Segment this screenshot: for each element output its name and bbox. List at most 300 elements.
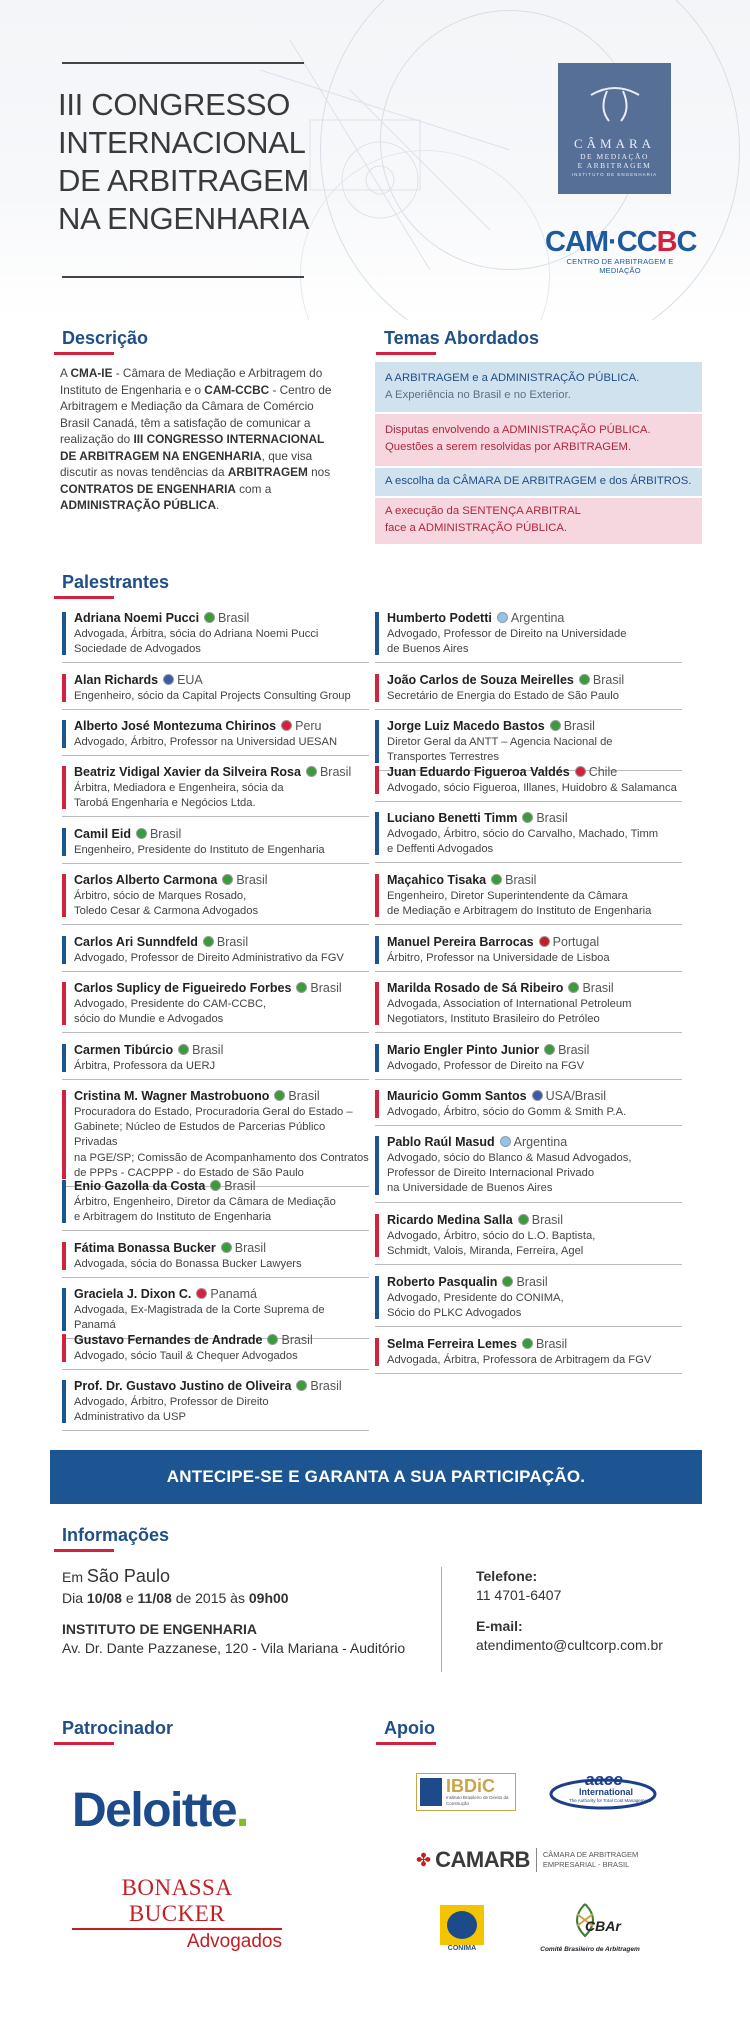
speaker-accent-bar	[62, 1380, 66, 1423]
tema-item	[375, 468, 702, 496]
speaker-country: Brasil	[505, 873, 537, 887]
speaker-name-line	[74, 980, 369, 997]
speaker-description: Schmidt, Valois, Miranda, Ferreira, Agel	[387, 1245, 584, 1258]
country-flag-icon	[210, 1180, 221, 1191]
speaker-name-line	[74, 1378, 369, 1395]
camara-logo-line2: DE MEDIAÇÃO	[580, 152, 649, 161]
speaker-description: Advogado, sócio Tauil & Chequer Advogados	[74, 1350, 298, 1362]
speaker-entry	[375, 1274, 682, 1321]
tema-line2: face a ADMINISTRAÇÃO PÚBLICA.	[385, 521, 568, 534]
speaker-name: Enio Gazolla da Costa	[74, 1179, 206, 1193]
date-mid2: de 2015 às	[175, 1590, 245, 1606]
speaker-description: Sócio do PLKC Advogados	[387, 1307, 522, 1320]
speaker-name-line	[74, 1286, 369, 1303]
speaker-country: Brasil	[149, 827, 182, 841]
tema-line2: Questões a serem resolvidas por ARBITRAGEM.	[385, 440, 632, 453]
speaker-description: Advogado, Professor de Direito na FGV	[387, 1060, 585, 1072]
speaker-name: Selma Ferreira Lemes	[387, 1337, 517, 1351]
descricao-heading: Descrição	[62, 328, 148, 355]
descricao-segment: A	[60, 366, 71, 380]
speaker-accent-bar	[375, 1276, 379, 1319]
speaker-accent-bar	[375, 812, 379, 855]
speaker-entry	[375, 610, 682, 657]
event-city: São Paulo	[86, 1566, 170, 1586]
speaker-name: Camil Eid	[74, 827, 131, 841]
title-line: III CONGRESSO	[58, 87, 291, 122]
speaker-entry	[375, 1212, 682, 1259]
country-flag-icon	[306, 766, 317, 777]
speaker-entry	[375, 718, 682, 765]
title-line: NA ENGENHARIA	[58, 201, 310, 236]
speaker-accent-bar	[375, 1214, 379, 1257]
country-flag-icon	[539, 936, 550, 947]
temas-heading: Temas Abordados	[384, 328, 539, 355]
speaker-divider	[62, 863, 369, 864]
speaker-description: Diretor Geral da ANTT – Agencia Nacional de	[387, 736, 613, 748]
ibdic-mark-icon	[420, 1778, 442, 1806]
speaker-name-line	[74, 1042, 369, 1059]
tema-line1: A escolha da CÂMARA DE ARBITRAGEM e dos ÁRBITROS.	[385, 475, 692, 487]
speaker-divider	[375, 709, 682, 710]
date-mid: e	[125, 1590, 134, 1606]
speaker-description: Advogada, Ex-Magistrada de la Corte Suprema de Panamá	[74, 1304, 325, 1332]
cbar-subtitle: Comitê Brasileiro de Arbitragem	[540, 1946, 640, 1953]
venue-name: INSTITUTO DE ENGENHARIA	[62, 1621, 257, 1637]
speaker-name: Cristina M. Wagner Mastrobuono	[74, 1089, 270, 1103]
speaker-country: Argentina	[510, 611, 565, 625]
speaker-description: Advogado, Presidente do CAM-CCBC,	[74, 998, 267, 1010]
speaker-entry	[62, 1240, 369, 1272]
speaker-name-line	[74, 718, 369, 735]
country-flag-icon	[196, 1288, 207, 1299]
speaker-name: Carlos Ari Sunndfeld	[74, 935, 198, 949]
speaker-name: Graciela J. Dixon C.	[74, 1287, 192, 1301]
speaker-name: Prof. Dr. Gustavo Justino de Oliveira	[74, 1379, 292, 1393]
country-flag-icon	[274, 1090, 285, 1101]
speaker-accent-bar	[62, 1044, 66, 1072]
country-flag-icon	[568, 982, 579, 993]
speaker-country: Brasil	[234, 1241, 266, 1255]
country-flag-icon	[296, 1380, 307, 1391]
country-flag-icon	[267, 1334, 278, 1345]
camarb-mark-icon: ✤	[416, 1849, 432, 1870]
info-divider	[441, 1567, 442, 1672]
speaker-entry	[375, 1134, 682, 1197]
speaker-accent-bar	[62, 720, 66, 748]
speaker-description: Negotiators, Instituto Brasileiro do Petróleo	[387, 1013, 600, 1026]
speaker-description: Administrativo da USP	[74, 1411, 186, 1424]
speaker-entry	[62, 872, 369, 919]
tema-line1: A execução da SENTENÇA ARBITRAL	[385, 505, 581, 517]
speaker-accent-bar	[62, 612, 66, 655]
speaker-country: Brasil	[236, 873, 268, 887]
palestrantes-heading: Palestrantes	[62, 572, 169, 599]
event-date1: 10/08	[86, 1590, 122, 1606]
speaker-divider	[375, 971, 682, 972]
aace-subtitle: International	[579, 1787, 634, 1797]
speaker-accent-bar	[62, 1242, 66, 1270]
speaker-divider	[62, 971, 369, 972]
speaker-description: Advogada, Árbitra, Professora de Arbitragem da FGV	[387, 1354, 652, 1366]
speaker-accent-bar	[375, 874, 379, 917]
speaker-entry	[62, 718, 369, 750]
speaker-accent-bar	[62, 766, 66, 809]
speaker-accent-bar	[62, 1090, 66, 1179]
speaker-country: Portugal	[552, 935, 600, 949]
speaker-country: Brasil	[310, 1379, 342, 1393]
speaker-divider	[62, 1277, 369, 1278]
speaker-accent-bar	[375, 1338, 379, 1366]
venue-address: Av. Dr. Dante Pazzanese, 120 - Vila Mariana - Auditório	[62, 1640, 406, 1656]
title-top-rule	[62, 62, 304, 64]
bonassa-bucker-logo	[72, 1875, 282, 1954]
descricao-segment: - Câmara de Mediação e Arbitragem do Instituto de Engenharia e o	[60, 366, 323, 397]
speaker-name: Ricardo Medina Salla	[387, 1213, 513, 1227]
speaker-entry	[375, 1088, 682, 1120]
speaker-description: Sociedade de Advogados	[74, 643, 201, 656]
speaker-name: Carmen Tibúrcio	[74, 1043, 174, 1057]
descricao-segment: , que visa discutir as novas tendências da	[60, 448, 313, 479]
speaker-entry	[62, 1378, 369, 1425]
speaker-divider	[375, 801, 682, 802]
speaker-entry	[375, 672, 682, 704]
speaker-entry	[62, 980, 369, 1027]
speaker-name-line	[387, 1134, 682, 1151]
speaker-name-line	[74, 934, 369, 951]
speaker-country: Brasil	[216, 935, 249, 949]
speaker-name-line	[74, 1178, 369, 1195]
deloitte-logo	[72, 1783, 248, 1838]
cta-banner[interactable]: ANTECIPE-SE E GARANTA A SUA PARTICIPAÇÃO.	[50, 1450, 702, 1504]
camara-mediacao-logo	[558, 63, 671, 194]
camarb-sub2: EMPRESARIAL - BRASIL	[542, 1860, 630, 1869]
camarb-wordmark: CAMARB	[435, 1847, 530, 1872]
patrocinador-heading: Patrocinador	[62, 1718, 173, 1745]
country-flag-icon	[544, 1044, 555, 1055]
speaker-entry	[375, 810, 682, 857]
event-city-line	[62, 1567, 405, 1587]
speaker-accent-bar	[62, 936, 66, 964]
speaker-divider	[62, 1430, 369, 1431]
speaker-divider	[375, 1202, 682, 1203]
speaker-name: Carlos Alberto Carmona	[74, 873, 218, 887]
speaker-description: Advogada, sócia do Bonassa Bucker Lawyers	[74, 1258, 302, 1270]
descricao-bold-segment: ARBITRAGEM	[227, 465, 308, 479]
speaker-description: e Deffenti Advogados	[387, 843, 494, 856]
speaker-description: Secretário de Energia do Estado de São Paulo	[387, 690, 619, 702]
speaker-name: Mauricio Gomm Santos	[387, 1089, 527, 1103]
aace-tagline: The Authority for Total Cost Management	[569, 1798, 651, 1803]
camarb-sub1: CÂMARA DE ARBITRAGEM	[542, 1850, 639, 1859]
speaker-name: Alan Richards	[74, 673, 159, 687]
speaker-description: Engenheiro, sócio da Capital Projects Consulting Group	[74, 690, 351, 702]
speaker-divider	[375, 1326, 682, 1327]
phone-number[interactable]: 11 4701-6407	[476, 1587, 562, 1603]
speaker-divider	[375, 924, 682, 925]
camara-logo-line4: INSTITUTO DE ENGENHARIA	[571, 172, 658, 177]
camara-emblem-icon	[585, 81, 645, 125]
speaker-accent-bar	[62, 1180, 66, 1223]
speaker-entry	[62, 1332, 369, 1364]
cam-ccbc-wordmark: CAM·CCBC	[545, 226, 697, 258]
country-flag-icon	[532, 1090, 543, 1101]
speaker-country: Brasil	[536, 811, 568, 825]
country-flag-icon	[502, 1276, 513, 1287]
speaker-accent-bar	[375, 674, 379, 702]
speaker-accent-bar	[375, 1136, 379, 1195]
speaker-entry	[375, 1042, 682, 1074]
speaker-divider	[62, 709, 369, 710]
deloitte-wordmark: Deloitte	[72, 1784, 237, 1837]
speaker-country: Brasil	[319, 765, 352, 779]
speaker-description: Engenheiro, Presidente do Instituto de Engenharia	[74, 844, 325, 856]
speaker-description: Árbitro, Professor na Universidade de Lisboa	[387, 952, 610, 964]
speaker-description: Transportes Terrestres	[387, 751, 499, 764]
speaker-name: Adriana Noemi Pucci	[74, 611, 200, 625]
speaker-entry	[62, 1088, 369, 1181]
aace-wordmark: aace	[585, 1770, 623, 1789]
speaker-description: Advogada, Association of International Petroleum	[387, 998, 632, 1010]
speaker-description: Advogado, Árbitro, sócio do L.O. Baptista,	[387, 1230, 596, 1242]
contact-info	[476, 1567, 663, 1655]
speaker-country: USA/Brasil	[545, 1089, 607, 1103]
country-flag-icon	[500, 1136, 511, 1147]
email-label: E-mail:	[476, 1618, 523, 1634]
speaker-name-line	[74, 1332, 369, 1349]
speaker-country: Peru	[295, 719, 322, 733]
speaker-accent-bar	[375, 612, 379, 655]
speaker-name: Maçahico Tisaka	[387, 873, 487, 887]
tema-item	[375, 414, 702, 466]
speaker-entry	[375, 934, 682, 966]
informacoes-heading: Informações	[62, 1525, 169, 1552]
country-flag-icon	[178, 1044, 189, 1055]
speaker-country: EUA	[177, 673, 203, 687]
speaker-name: Humberto Podetti	[387, 611, 492, 625]
speaker-accent-bar	[375, 720, 379, 763]
speaker-entry	[62, 764, 369, 811]
speaker-name-line	[387, 610, 682, 627]
speaker-country: Brasil	[288, 1089, 320, 1103]
speaker-country: Brasil	[531, 1213, 563, 1227]
speaker-name: Beatriz Vidigal Xavier da Silveira Rosa	[74, 765, 301, 779]
country-flag-icon	[491, 874, 502, 885]
cam-ccbc-logo	[545, 227, 695, 275]
aace-logo	[549, 1772, 657, 1812]
ibdic-wordmark: IBDiC	[446, 1776, 495, 1796]
speaker-name-line	[387, 1274, 682, 1291]
conima-wordmark: CONIMA	[447, 1945, 477, 1952]
conima-logo	[440, 1905, 484, 1955]
speaker-name: Roberto Pasqualin	[387, 1275, 498, 1289]
speaker-entry	[62, 672, 369, 704]
speaker-name: Pablo Raúl Masud	[387, 1135, 495, 1149]
speaker-name-line	[74, 764, 369, 781]
speaker-name: Jorge Luiz Macedo Bastos	[387, 719, 545, 733]
country-flag-icon	[575, 766, 586, 777]
speaker-description: de PPPs - CACPPP - do Estado de São Paulo	[74, 1166, 304, 1179]
country-flag-icon	[222, 874, 233, 885]
country-flag-icon	[203, 936, 214, 947]
camarb-divider	[536, 1848, 537, 1872]
country-flag-icon	[136, 828, 147, 839]
event-date2: 11/08	[137, 1590, 172, 1606]
ibdic-logo	[416, 1773, 516, 1811]
descricao-segment: .	[215, 498, 220, 512]
speaker-divider	[375, 1079, 682, 1080]
speaker-country: Brasil	[558, 1043, 590, 1057]
speaker-divider	[375, 662, 682, 663]
speaker-accent-bar	[62, 1288, 66, 1331]
phone-label: Telefone:	[476, 1568, 538, 1584]
speaker-description: na Universidade de Buenos Aires	[387, 1182, 553, 1195]
speaker-description: e Arbitragem do Instituto de Engenharia	[74, 1211, 272, 1224]
speaker-description: de Mediação e Arbitragem do Instituto de Engenharia	[387, 905, 652, 918]
speaker-accent-bar	[375, 1044, 379, 1072]
speaker-accent-bar	[62, 982, 66, 1025]
speaker-name-line	[74, 1088, 369, 1105]
speaker-divider	[62, 1369, 369, 1370]
speaker-name-line	[387, 1042, 682, 1059]
speaker-name-line	[387, 1336, 682, 1353]
descricao-bold-segment: CAM-CCBC	[204, 382, 270, 397]
cbar-logo	[535, 1900, 645, 1960]
speaker-country: Brasil	[192, 1043, 224, 1057]
speaker-accent-bar	[375, 1090, 379, 1118]
speaker-name-line	[387, 934, 682, 951]
speaker-country: Brasil	[582, 981, 614, 995]
speaker-name: Mario Engler Pinto Junior	[387, 1043, 540, 1057]
event-info	[62, 1567, 405, 1658]
speaker-name: Gustavo Fernandes de Andrade	[74, 1333, 263, 1347]
speaker-description: Árbitro, Engenheiro, Diretor da Câmara de Mediação	[74, 1196, 336, 1208]
speaker-divider	[62, 755, 369, 756]
speaker-description: Advogado, Árbitro, Professor na Universidad UESAN	[74, 736, 338, 748]
speaker-accent-bar	[62, 1334, 66, 1362]
speaker-description: Advogado, sócio do Blanco & Masud Advogados,	[387, 1152, 632, 1164]
speaker-description: na PGE/SP; Comissão de Acompanhamento dos Contratos	[74, 1151, 369, 1164]
speaker-description: Advogado, Árbitro, Professor de Direito	[74, 1396, 269, 1408]
speaker-description: Advogado, Presidente do CONIMA,	[387, 1292, 564, 1304]
speaker-name: Fátima Bonassa Bucker	[74, 1241, 216, 1255]
speaker-entry	[375, 872, 682, 919]
speaker-divider	[62, 1230, 369, 1231]
speaker-description: Engenheiro, Diretor Superintendente da Câmara	[387, 890, 628, 902]
speaker-name-line	[74, 672, 369, 689]
camara-logo-line1: CÂMARA	[573, 136, 656, 151]
speaker-name-line	[387, 872, 682, 889]
country-flag-icon	[497, 612, 508, 623]
bonassa-line1: BONASSA BUCKER	[72, 1875, 282, 1930]
em-label: Em	[62, 1569, 83, 1585]
cam-ccbc-subtitle: CENTRO DE ARBITRAGEM E MEDIAÇÃO	[566, 257, 674, 275]
speaker-description: Advogado, Árbitro, sócio do Gomm & Smith P.A.	[387, 1106, 627, 1118]
ibdic-subtitle: Instituto Brasileiro de Direito da Construção	[446, 1795, 509, 1806]
title-line: DE ARBITRAGEM	[58, 163, 310, 198]
speaker-accent-bar	[375, 936, 379, 964]
speaker-name-line	[387, 1088, 682, 1105]
tema-item	[375, 498, 702, 544]
speaker-name: Juan Eduardo Figueroa Valdés	[387, 765, 570, 779]
speaker-divider	[375, 1032, 682, 1033]
speaker-entry	[375, 1336, 682, 1368]
speaker-name: Marilda Rosado de Sá Ribeiro	[387, 981, 564, 995]
descricao-bold-segment: III CONGRESSO INTERNACIONAL DE ARBITRAGEM NA ENGENHARIA	[60, 432, 324, 463]
speaker-name: João Carlos de Souza Meirelles	[387, 673, 574, 687]
event-title	[58, 86, 358, 238]
speaker-country: Argentina	[513, 1135, 568, 1149]
speaker-name: Carlos Suplicy de Figueiredo Forbes	[74, 981, 292, 995]
speaker-entry	[375, 980, 682, 1027]
descricao-segment: nos	[307, 465, 331, 479]
descricao-segment: com a	[235, 481, 272, 496]
tema-line1: A ARBITRAGEM e a ADMINISTRAÇÃO PÚBLICA.	[385, 372, 640, 384]
event-time: 09h00	[248, 1590, 289, 1606]
speaker-divider	[62, 662, 369, 663]
title-bottom-rule	[62, 276, 304, 278]
speaker-description: Árbitra, Professora da UERJ	[74, 1060, 216, 1072]
speaker-name-line	[387, 672, 682, 689]
country-flag-icon	[518, 1214, 529, 1225]
speaker-divider	[375, 862, 682, 863]
speaker-description: Advogado, Professor de Direito na Universidade	[387, 628, 627, 640]
speaker-divider	[62, 1079, 369, 1080]
speaker-divider	[375, 1373, 682, 1374]
speaker-entry	[62, 934, 369, 966]
email-address[interactable]: atendimento@cultcorp.com.br	[476, 1637, 663, 1653]
speaker-description: Gabinete; Núcleo de Estudos de Parcerias Público Privadas	[74, 1121, 326, 1149]
country-flag-icon	[221, 1242, 232, 1253]
speaker-accent-bar	[62, 674, 66, 702]
speaker-country: Brasil	[224, 1179, 256, 1193]
speaker-country: Chile	[588, 765, 618, 779]
camarb-logo	[416, 1845, 656, 1875]
country-flag-icon	[522, 812, 533, 823]
tema-line1: Disputas envolvendo a ADMINISTRAÇÃO PÚBLICA.	[385, 424, 651, 436]
speaker-description: Procuradora do Estado, Procuradoria Geral do Estado –	[74, 1106, 353, 1118]
bonassa-line2: Advogados	[186, 1931, 282, 1952]
speaker-accent-bar	[375, 982, 379, 1025]
speaker-description: Professor de Direito Internacional Privado	[387, 1167, 595, 1180]
speaker-entry	[62, 1042, 369, 1074]
speaker-country: Brasil	[218, 611, 250, 625]
speaker-description: Árbitro, sócio de Marques Rosado,	[74, 890, 247, 902]
speaker-name-line	[74, 826, 369, 843]
descricao-text	[60, 365, 342, 514]
speaker-name: Manuel Pereira Barrocas	[387, 935, 534, 949]
country-flag-icon	[550, 720, 561, 731]
speaker-entry	[375, 764, 682, 796]
speaker-name-line	[74, 610, 369, 627]
speaker-country: Panamá	[210, 1287, 257, 1301]
country-flag-icon	[281, 720, 292, 731]
speaker-country: Brasil	[592, 673, 625, 687]
speaker-name-line	[387, 980, 682, 997]
event-date-line	[62, 1589, 405, 1608]
country-flag-icon	[204, 612, 215, 623]
descricao-bold-segment: CONTRATOS DE ENGENHARIA	[60, 481, 236, 496]
speaker-divider	[62, 1032, 369, 1033]
apoio-heading: Apoio	[384, 1718, 436, 1745]
title-line: INTERNACIONAL	[58, 125, 306, 160]
speaker-accent-bar	[62, 874, 66, 917]
speaker-description: Advogada, Árbitra, sócia do Adriana Noemi Pucci	[74, 628, 319, 640]
speaker-entry	[62, 1286, 369, 1333]
speaker-name: Luciano Benetti Timm	[387, 811, 518, 825]
speaker-description: Árbitra, Mediadora e Engenheira, sócia da	[74, 782, 284, 794]
speaker-country: Brasil	[516, 1275, 548, 1289]
country-flag-icon	[163, 674, 174, 685]
